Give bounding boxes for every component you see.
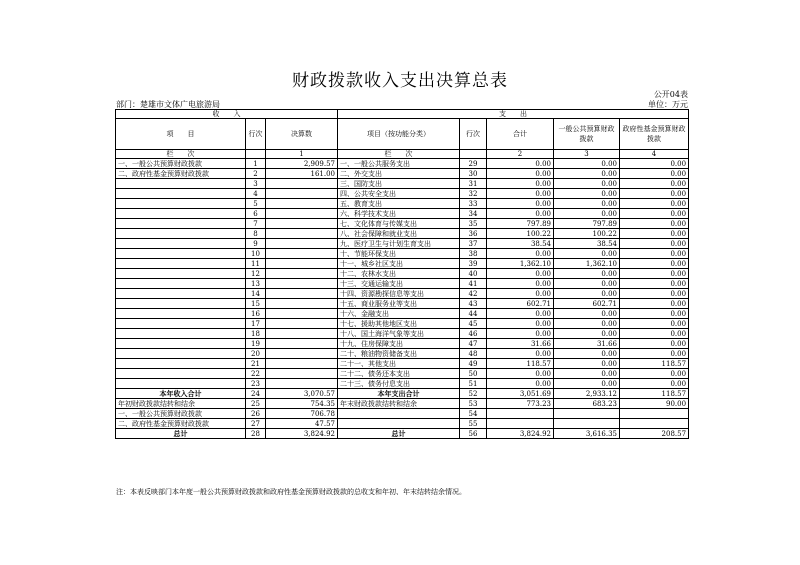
expense-line: 37 bbox=[460, 239, 487, 249]
expense-line: 47 bbox=[460, 339, 487, 349]
income-amount bbox=[266, 269, 338, 279]
expense-line: 55 bbox=[460, 419, 487, 429]
expense-total: 0.00 bbox=[487, 279, 554, 289]
expense-general bbox=[554, 419, 620, 429]
form-number: 公开04表 bbox=[653, 90, 688, 99]
income-item bbox=[116, 229, 246, 239]
income-item bbox=[116, 349, 246, 359]
expense-total: 0.00 bbox=[487, 329, 554, 339]
col-index-label-right: 栏 次 bbox=[338, 150, 460, 159]
expense-item: 十三、交通运输支出 bbox=[338, 279, 460, 289]
expense-general: 0.00 bbox=[554, 309, 620, 319]
income-item bbox=[116, 179, 246, 189]
income-line: 15 bbox=[246, 299, 266, 309]
expense-line: 52 bbox=[460, 389, 487, 399]
expense-fund: 0.00 bbox=[620, 289, 689, 299]
expense-general: 0.00 bbox=[554, 349, 620, 359]
expense-fund: 0.00 bbox=[620, 369, 689, 379]
expense-total: 0.00 bbox=[487, 269, 554, 279]
income-amount: 2,909.57 bbox=[266, 159, 338, 169]
income-amount bbox=[266, 189, 338, 199]
expense-line: 35 bbox=[460, 219, 487, 229]
income-item bbox=[116, 289, 246, 299]
income-item bbox=[116, 209, 246, 219]
income-amount bbox=[266, 299, 338, 309]
income-item bbox=[116, 249, 246, 259]
table-row bbox=[116, 279, 689, 289]
col-line: 行次 bbox=[246, 119, 266, 150]
income-item bbox=[116, 199, 246, 209]
table-row bbox=[116, 299, 689, 309]
expense-line: 41 bbox=[460, 279, 487, 289]
col-fund: 政府性基金预算财政拨款 bbox=[620, 119, 689, 150]
expense-general: 0.00 bbox=[554, 319, 620, 329]
income-item: 一、一般公共预算财政拨款 bbox=[116, 409, 246, 419]
expense-general: 2,933.12 bbox=[554, 389, 620, 399]
income-header: 收 入 bbox=[116, 110, 338, 119]
expense-line: 54 bbox=[460, 409, 487, 419]
expense-total: 31.66 bbox=[487, 339, 554, 349]
table-row bbox=[116, 309, 689, 319]
expense-fund: 90.00 bbox=[620, 399, 689, 409]
income-line: 5 bbox=[246, 199, 266, 209]
expense-line: 32 bbox=[460, 189, 487, 199]
income-item bbox=[116, 189, 246, 199]
expense-fund: 0.00 bbox=[620, 219, 689, 229]
settlement-table bbox=[115, 109, 689, 439]
expense-total: 0.00 bbox=[487, 199, 554, 209]
expense-general: 683.23 bbox=[554, 399, 620, 409]
expense-header: 支 出 bbox=[338, 110, 689, 119]
table-row bbox=[116, 169, 689, 179]
col-index-label-left: 栏 次 bbox=[116, 150, 246, 159]
income-line: 13 bbox=[246, 279, 266, 289]
table-row bbox=[116, 349, 689, 359]
income-item bbox=[116, 339, 246, 349]
income-line: 26 bbox=[246, 409, 266, 419]
table-row bbox=[116, 389, 689, 399]
expense-line: 38 bbox=[460, 249, 487, 259]
col-total: 合计 bbox=[487, 119, 554, 150]
expense-item: 八、社会保障和就业支出 bbox=[338, 229, 460, 239]
income-amount bbox=[266, 279, 338, 289]
income-item: 二、政府性基金预算财政拨款 bbox=[116, 419, 246, 429]
expense-fund: 0.00 bbox=[620, 189, 689, 199]
income-item: 年初财政拨款结转和结余 bbox=[116, 399, 246, 409]
expense-fund: 0.00 bbox=[620, 259, 689, 269]
expense-fund: 0.00 bbox=[620, 159, 689, 169]
footnote: 注：本表反映部门本年度一般公共预算财政拨款和政府性基金预算财政拨款的总收支和年初、年末结转结余情况。 bbox=[116, 488, 466, 496]
income-item bbox=[116, 319, 246, 329]
expense-fund: 0.00 bbox=[620, 299, 689, 309]
expense-line: 31 bbox=[460, 179, 487, 189]
expense-total: 797.89 bbox=[487, 219, 554, 229]
col-index-2: 2 bbox=[487, 150, 554, 159]
income-line: 24 bbox=[246, 389, 266, 399]
expense-line: 33 bbox=[460, 199, 487, 209]
expense-general: 0.00 bbox=[554, 189, 620, 199]
income-item: 二、政府性基金预算财政拨款 bbox=[116, 169, 246, 179]
table-row bbox=[116, 319, 689, 329]
expense-item: 七、文化体育与传媒支出 bbox=[338, 219, 460, 229]
table-row bbox=[116, 329, 689, 339]
expense-line: 48 bbox=[460, 349, 487, 359]
expense-item: 一、一般公共服务支出 bbox=[338, 159, 460, 169]
income-amount: 754.35 bbox=[266, 399, 338, 409]
expense-line: 51 bbox=[460, 379, 487, 389]
expense-total: 0.00 bbox=[487, 319, 554, 329]
col-exp-line: 行次 bbox=[460, 119, 487, 150]
income-item: 本年收入合计 bbox=[116, 389, 246, 399]
income-line: 19 bbox=[246, 339, 266, 349]
expense-total: 602.71 bbox=[487, 299, 554, 309]
expense-general: 0.00 bbox=[554, 199, 620, 209]
expense-item: 本年支出合计 bbox=[338, 389, 460, 399]
table-row bbox=[116, 229, 689, 239]
expense-total: 0.00 bbox=[487, 209, 554, 219]
expense-line: 40 bbox=[460, 269, 487, 279]
expense-item: 二十三、债务付息支出 bbox=[338, 379, 460, 389]
income-item bbox=[116, 269, 246, 279]
expense-fund: 0.00 bbox=[620, 379, 689, 389]
table-row bbox=[116, 379, 689, 389]
expense-total: 0.00 bbox=[487, 169, 554, 179]
expense-total: 0.00 bbox=[487, 289, 554, 299]
expense-item: 十七、援助其他地区支出 bbox=[338, 319, 460, 329]
expense-total: 0.00 bbox=[487, 349, 554, 359]
income-amount bbox=[266, 259, 338, 269]
expense-line: 46 bbox=[460, 329, 487, 339]
col-exp-item: 项目（按功能分类） bbox=[338, 119, 460, 150]
expense-fund: 0.00 bbox=[620, 279, 689, 289]
expense-general: 0.00 bbox=[554, 169, 620, 179]
income-item bbox=[116, 279, 246, 289]
income-amount bbox=[266, 339, 338, 349]
expense-item: 二、外交支出 bbox=[338, 169, 460, 179]
table-row bbox=[116, 239, 689, 249]
expense-general: 0.00 bbox=[554, 359, 620, 369]
expense-total bbox=[487, 419, 554, 429]
income-line: 25 bbox=[246, 399, 266, 409]
income-item: 一、一般公共预算财政拨款 bbox=[116, 159, 246, 169]
expense-general: 31.66 bbox=[554, 339, 620, 349]
table-row bbox=[116, 219, 689, 229]
income-item bbox=[116, 219, 246, 229]
expense-total: 1,362.10 bbox=[487, 259, 554, 269]
expense-item: 年末财政拨款结转和结余 bbox=[338, 399, 460, 409]
income-amount bbox=[266, 199, 338, 209]
table-row bbox=[116, 429, 689, 439]
income-line: 9 bbox=[246, 239, 266, 249]
income-line: 3 bbox=[246, 179, 266, 189]
table-row bbox=[116, 269, 689, 279]
income-line: 17 bbox=[246, 319, 266, 329]
expense-line: 53 bbox=[460, 399, 487, 409]
expense-total: 0.00 bbox=[487, 369, 554, 379]
expense-fund: 0.00 bbox=[620, 339, 689, 349]
income-item bbox=[116, 299, 246, 309]
table-row bbox=[116, 179, 689, 189]
expense-item: 十五、商业服务业等支出 bbox=[338, 299, 460, 309]
expense-line: 34 bbox=[460, 209, 487, 219]
expense-fund: 0.00 bbox=[620, 169, 689, 179]
income-item bbox=[116, 239, 246, 249]
expense-item: 十八、国土海洋气象等支出 bbox=[338, 329, 460, 339]
expense-total: 0.00 bbox=[487, 179, 554, 189]
expense-total: 0.00 bbox=[487, 249, 554, 259]
expense-fund: 0.00 bbox=[620, 209, 689, 219]
table-row bbox=[116, 419, 689, 429]
expense-fund: 0.00 bbox=[620, 239, 689, 249]
expense-item: 三、国防支出 bbox=[338, 179, 460, 189]
department-label: 部门：楚雄市文体广电旅游局 bbox=[116, 100, 220, 109]
expense-item: 十、节能环保支出 bbox=[338, 249, 460, 259]
expense-line: 56 bbox=[460, 429, 487, 439]
expense-total: 38.54 bbox=[487, 239, 554, 249]
expense-item: 十二、农林水支出 bbox=[338, 269, 460, 279]
income-amount bbox=[266, 249, 338, 259]
unit-label: 单位：万元 bbox=[648, 100, 688, 109]
income-line: 1 bbox=[246, 159, 266, 169]
table-row bbox=[116, 159, 689, 169]
income-amount: 3,070.57 bbox=[266, 389, 338, 399]
expense-total: 0.00 bbox=[487, 159, 554, 169]
expense-line: 29 bbox=[460, 159, 487, 169]
table-row bbox=[116, 369, 689, 379]
income-line: 14 bbox=[246, 289, 266, 299]
expense-total: 773.23 bbox=[487, 399, 554, 409]
expense-line: 42 bbox=[460, 289, 487, 299]
expense-line: 49 bbox=[460, 359, 487, 369]
expense-fund: 0.00 bbox=[620, 319, 689, 329]
income-item bbox=[116, 359, 246, 369]
income-line: 18 bbox=[246, 329, 266, 339]
expense-item: 二十、粮油物资储备支出 bbox=[338, 349, 460, 359]
income-item bbox=[116, 379, 246, 389]
col-index-4: 4 bbox=[620, 150, 689, 159]
table-row bbox=[116, 199, 689, 209]
expense-item: 十六、金融支出 bbox=[338, 309, 460, 319]
income-amount bbox=[266, 349, 338, 359]
income-amount bbox=[266, 239, 338, 249]
expense-item: 总计 bbox=[338, 429, 460, 439]
expense-fund: 208.57 bbox=[620, 429, 689, 439]
expense-item: 五、教育支出 bbox=[338, 199, 460, 209]
income-line: 6 bbox=[246, 209, 266, 219]
expense-general: 0.00 bbox=[554, 379, 620, 389]
expense-fund: 0.00 bbox=[620, 309, 689, 319]
expense-general: 0.00 bbox=[554, 279, 620, 289]
expense-line: 36 bbox=[460, 229, 487, 239]
income-amount: 3,824.92 bbox=[266, 429, 338, 439]
table-row bbox=[116, 259, 689, 269]
expense-general: 602.71 bbox=[554, 299, 620, 309]
expense-item bbox=[338, 409, 460, 419]
expense-fund: 0.00 bbox=[620, 329, 689, 339]
table-row bbox=[116, 209, 689, 219]
income-amount: 161.00 bbox=[266, 169, 338, 179]
expense-item: 十九、住房保障支出 bbox=[338, 339, 460, 349]
income-amount bbox=[266, 229, 338, 239]
expense-general: 797.89 bbox=[554, 219, 620, 229]
expense-fund: 0.00 bbox=[620, 179, 689, 189]
expense-line: 39 bbox=[460, 259, 487, 269]
expense-total: 0.00 bbox=[487, 309, 554, 319]
expense-general: 100.22 bbox=[554, 229, 620, 239]
expense-fund: 118.57 bbox=[620, 389, 689, 399]
income-item bbox=[116, 259, 246, 269]
expense-general: 0.00 bbox=[554, 269, 620, 279]
col-general: 一般公共预算财政拨款 bbox=[554, 119, 620, 150]
expense-total bbox=[487, 409, 554, 419]
expense-item: 四、公共安全支出 bbox=[338, 189, 460, 199]
expense-total: 0.00 bbox=[487, 379, 554, 389]
expense-general: 3,616.35 bbox=[554, 429, 620, 439]
income-amount bbox=[266, 179, 338, 189]
page-title: 财政拨款收入支出决算总表 bbox=[292, 71, 508, 91]
expense-item: 十一、城乡社区支出 bbox=[338, 259, 460, 269]
expense-line: 44 bbox=[460, 309, 487, 319]
expense-general: 1,362.10 bbox=[554, 259, 620, 269]
expense-fund: 0.00 bbox=[620, 229, 689, 239]
income-line: 21 bbox=[246, 359, 266, 369]
expense-fund: 0.00 bbox=[620, 349, 689, 359]
expense-fund: 0.00 bbox=[620, 199, 689, 209]
expense-general: 0.00 bbox=[554, 209, 620, 219]
income-item: 总计 bbox=[116, 429, 246, 439]
income-item bbox=[116, 329, 246, 339]
income-amount bbox=[266, 209, 338, 219]
expense-general: 0.00 bbox=[554, 329, 620, 339]
income-line: 20 bbox=[246, 349, 266, 359]
income-line: 2 bbox=[246, 169, 266, 179]
income-line: 7 bbox=[246, 219, 266, 229]
income-item bbox=[116, 309, 246, 319]
income-line: 23 bbox=[246, 379, 266, 389]
income-line: 10 bbox=[246, 249, 266, 259]
income-line: 22 bbox=[246, 369, 266, 379]
table-row bbox=[116, 189, 689, 199]
expense-general: 0.00 bbox=[554, 369, 620, 379]
table-row bbox=[116, 249, 689, 259]
expense-item bbox=[338, 419, 460, 429]
income-amount bbox=[266, 319, 338, 329]
expense-total: 118.57 bbox=[487, 359, 554, 369]
table-row bbox=[116, 339, 689, 349]
expense-general: 0.00 bbox=[554, 179, 620, 189]
col-item: 项 目 bbox=[116, 119, 246, 150]
table-row bbox=[116, 409, 689, 419]
expense-fund: 0.00 bbox=[620, 249, 689, 259]
table-row bbox=[116, 359, 689, 369]
expense-fund: 118.57 bbox=[620, 359, 689, 369]
table-row bbox=[116, 289, 689, 299]
expense-item: 九、医疗卫生与计划生育支出 bbox=[338, 239, 460, 249]
income-line: 28 bbox=[246, 429, 266, 439]
income-amount bbox=[266, 289, 338, 299]
expense-item: 六、科学技术支出 bbox=[338, 209, 460, 219]
expense-general: 38.54 bbox=[554, 239, 620, 249]
expense-total: 0.00 bbox=[487, 189, 554, 199]
expense-item: 二十二、债务还本支出 bbox=[338, 369, 460, 379]
expense-general bbox=[554, 409, 620, 419]
income-line: 12 bbox=[246, 269, 266, 279]
expense-general: 0.00 bbox=[554, 289, 620, 299]
expense-fund: 0.00 bbox=[620, 269, 689, 279]
income-line: 8 bbox=[246, 229, 266, 239]
expense-line: 45 bbox=[460, 319, 487, 329]
income-line: 27 bbox=[246, 419, 266, 429]
income-amount bbox=[266, 359, 338, 369]
income-amount bbox=[266, 309, 338, 319]
income-line: 11 bbox=[246, 259, 266, 269]
income-amount: 47.57 bbox=[266, 419, 338, 429]
expense-line: 30 bbox=[460, 169, 487, 179]
expense-line: 43 bbox=[460, 299, 487, 309]
expense-general: 0.00 bbox=[554, 249, 620, 259]
income-amount bbox=[266, 219, 338, 229]
table-row bbox=[116, 399, 689, 409]
income-amount bbox=[266, 329, 338, 339]
income-item bbox=[116, 369, 246, 379]
expense-general: 0.00 bbox=[554, 159, 620, 169]
expense-item: 二十一、其他支出 bbox=[338, 359, 460, 369]
col-amount: 决算数 bbox=[266, 119, 338, 150]
expense-fund bbox=[620, 409, 689, 419]
expense-line: 50 bbox=[460, 369, 487, 379]
income-amount bbox=[266, 379, 338, 389]
income-amount: 706.78 bbox=[266, 409, 338, 419]
expense-total: 100.22 bbox=[487, 229, 554, 239]
expense-total: 3,824.92 bbox=[487, 429, 554, 439]
col-index-3: 3 bbox=[554, 150, 620, 159]
expense-item: 十四、资源勘探信息等支出 bbox=[338, 289, 460, 299]
col-index-1: 1 bbox=[266, 150, 338, 159]
income-line: 4 bbox=[246, 189, 266, 199]
income-amount bbox=[266, 369, 338, 379]
expense-fund bbox=[620, 419, 689, 429]
expense-total: 3,051.69 bbox=[487, 389, 554, 399]
income-line: 16 bbox=[246, 309, 266, 319]
